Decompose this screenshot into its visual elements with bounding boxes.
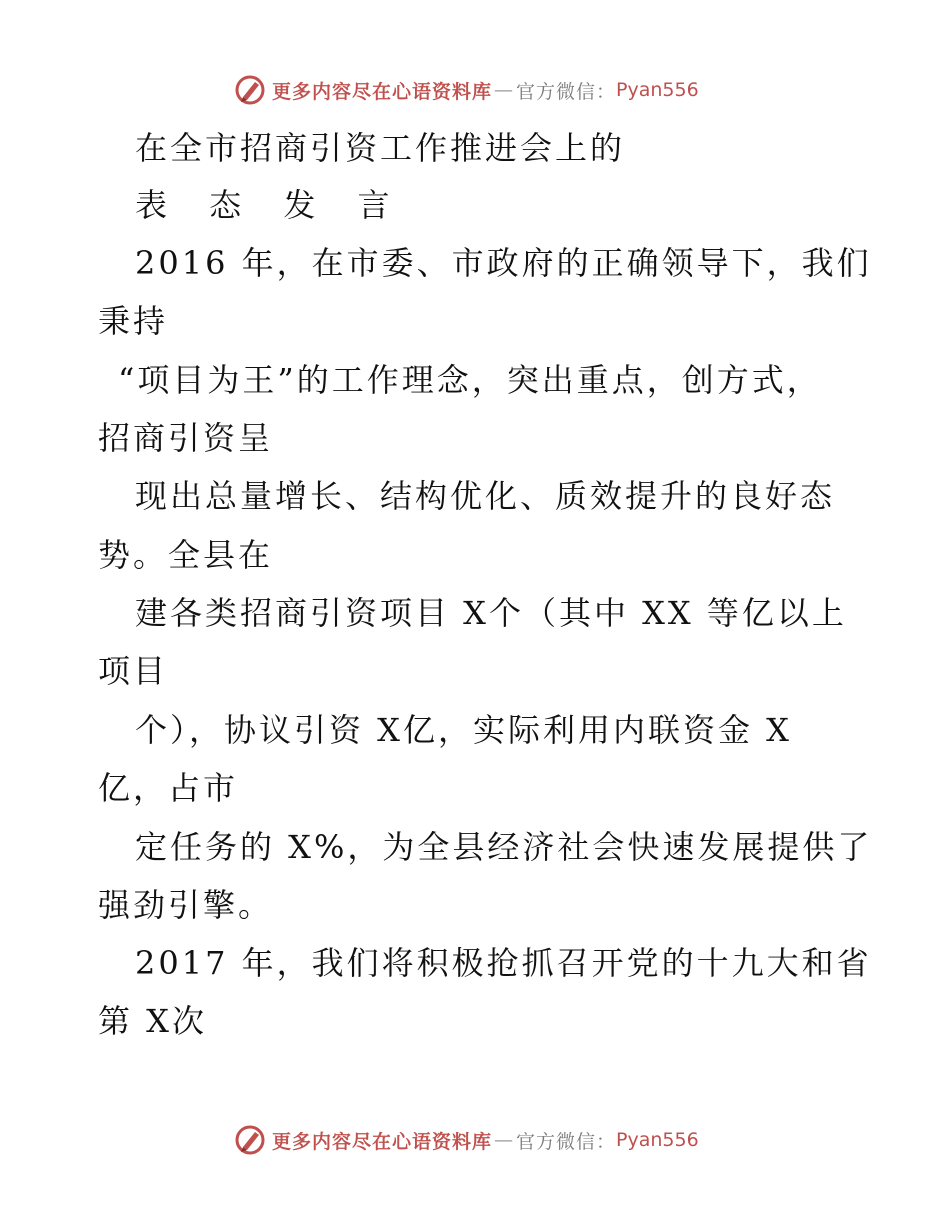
watermark-dash: —	[494, 1129, 515, 1151]
watermark-account: Pyan556	[616, 79, 699, 101]
doc-text-line: 定任务的 X%，为全县经济社会快速发展提供了	[135, 828, 873, 866]
watermark-label: 官方微信：	[516, 80, 617, 103]
watermark-dash: —	[494, 79, 515, 101]
logo-pen-icon	[234, 1124, 266, 1156]
doc-title-line: 在全市招商引资工作推进会上的	[135, 129, 626, 167]
doc-text-line: 个），协议引资 X亿，实际利用内联资金 X	[135, 711, 792, 749]
footer-watermark	[234, 1120, 714, 1160]
doc-text-line: 强劲引擎。	[98, 886, 274, 924]
header-watermark	[234, 70, 714, 110]
doc-text-line: 亿，占市	[98, 769, 239, 807]
doc-text-line: 第 X次	[98, 1002, 207, 1040]
doc-text-line: 建各类招商引资项目 X个（其中 XX 等亿以上	[135, 594, 847, 632]
doc-text-line: 势。全县在	[98, 536, 274, 574]
watermark-brand: 更多内容尽在心语资料库	[272, 80, 493, 103]
logo-pen-icon	[234, 74, 266, 106]
watermark-brand: 更多内容尽在心语资料库	[272, 1130, 493, 1153]
doc-text-line: 2016 年，在市委、市政府的正确领导下，我们	[135, 244, 872, 282]
watermark-account: Pyan556	[616, 1129, 699, 1151]
doc-text-line: 2017 年，我们将积极抢抓召开党的十九大和省	[135, 944, 872, 982]
watermark-label: 官方微信：	[516, 1130, 617, 1153]
doc-text-line: 秉持	[98, 302, 169, 340]
doc-text-line: 项目	[98, 652, 169, 690]
doc-text-line: 招商引资呈	[98, 419, 274, 457]
doc-text-line: “项目为王”的工作理念，突出重点，创方式，	[118, 361, 822, 399]
doc-subtitle-line: 表 态 发 言	[135, 186, 406, 224]
doc-text-line: 现出总量增长、结构优化、质效提升的良好态	[135, 477, 836, 515]
